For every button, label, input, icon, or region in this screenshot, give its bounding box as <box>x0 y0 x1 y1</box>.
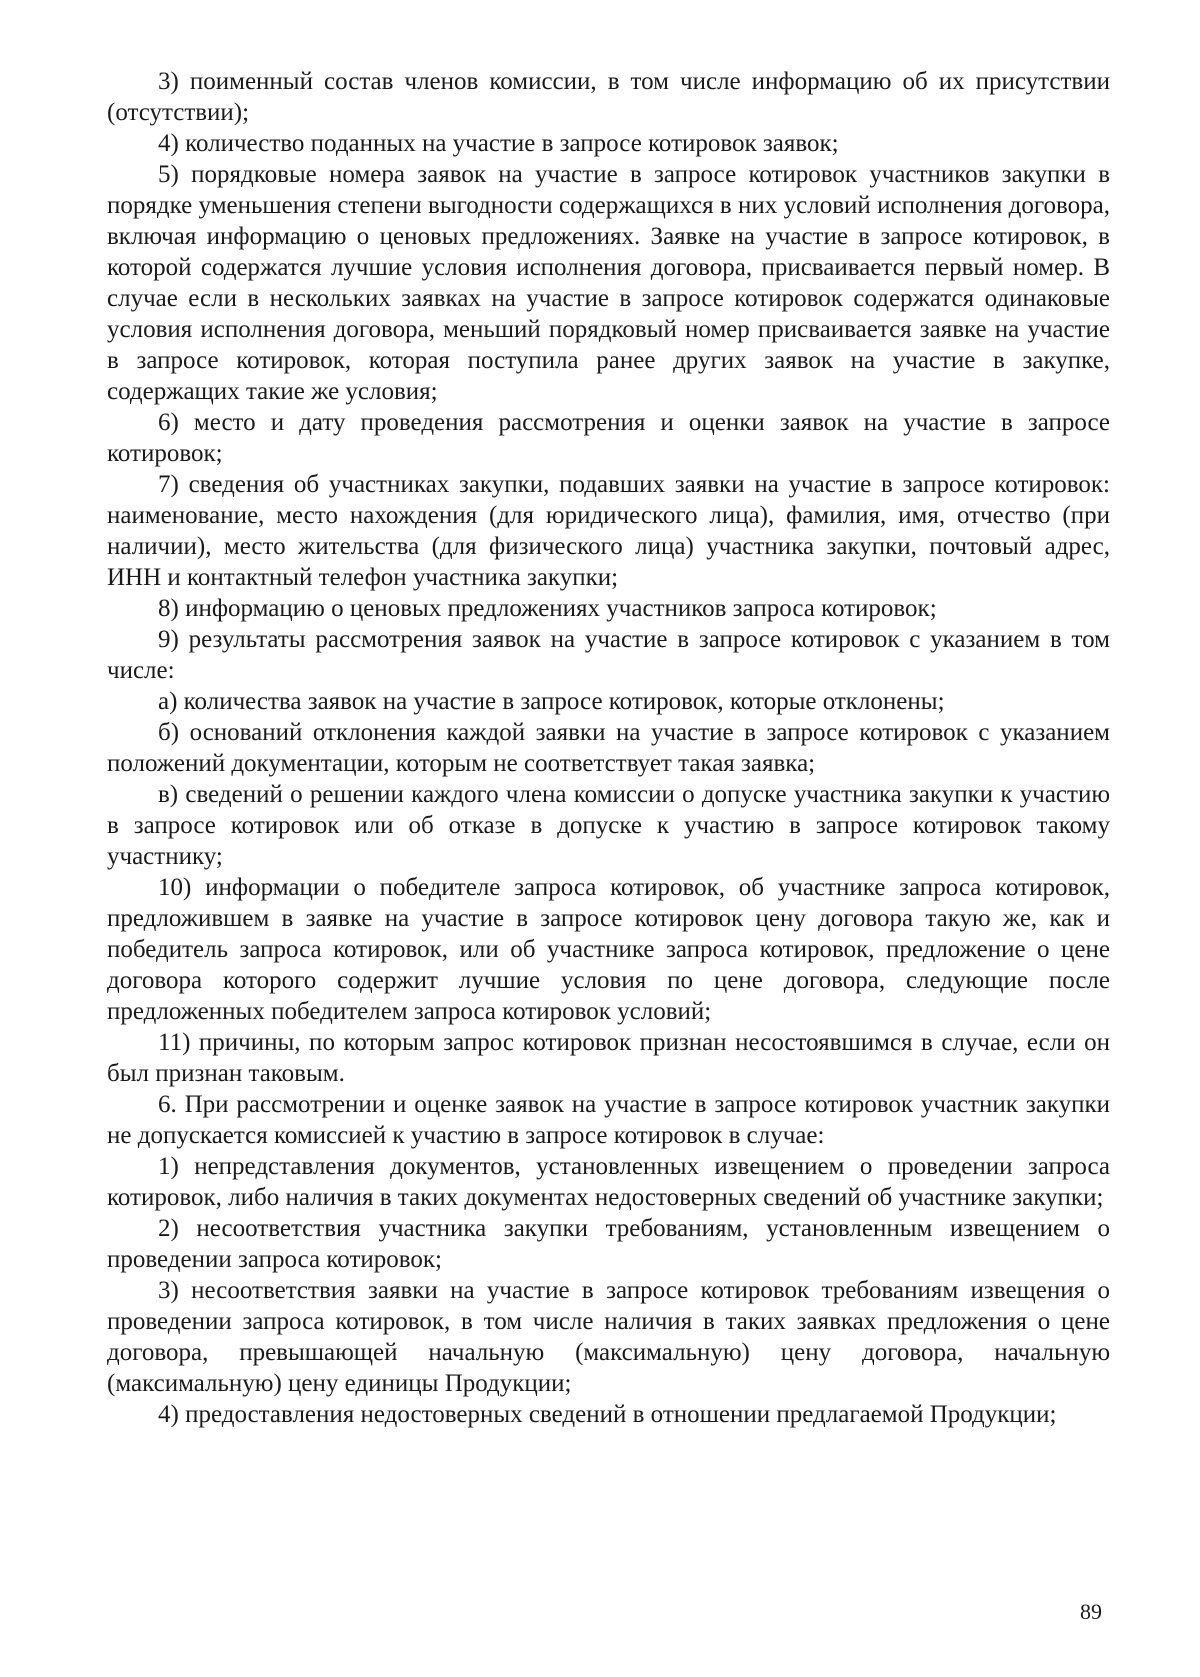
paragraph-subitem-a: а) количества заявок на участие в запросе котировок, которые отклонены; <box>158 688 945 715</box>
paragraph-item-4-bid-count: 4) количество поданных на участие в запросе котировок заявок; <box>158 130 839 157</box>
paragraph-rejection-2: 2) несоответствия участника закупки требованиям, установленным извещением о проведении запроса котировок; <box>107 1215 1110 1273</box>
paragraph-item-9-results: 9) результаты рассмотрения заявок на участие в запросе котировок с указанием в том числе: <box>107 626 1110 684</box>
document-body <box>107 66 1110 1430</box>
paragraph-section-6: 6. При рассмотрении и оценке заявок на участие в запросе котировок участник закупки не допускается комиссией к участию в запросе котировок в случае: <box>107 1091 1110 1149</box>
paragraph-item-7-participants: 7) сведения об участниках закупки, подавших заявки на участие в запросе котировок: наименование, место нахождения (для юридического лица), фамилия, имя, отчество (при наличии), место жительства (для физического лица) участника закупки, почтовый адрес, ИНН и контактный телефон участника закупки; <box>107 471 1110 591</box>
paragraph-rejection-3: 3) несоответствия заявки на участие в запросе котировок требованиям извещения о проведении запроса котировок, в том числе наличия в таких заявках предложения о цене договора, превышающей начальную (максимальную) цену договора, начальную (максимальную) цену единицы Продукции; <box>107 1277 1110 1397</box>
paragraph-item-8-price-offers: 8) информацию о ценовых предложениях участников запроса котировок; <box>158 595 937 622</box>
paragraph-item-6-place-date: 6) место и дату проведения рассмотрения и оценки заявок на участие в запросе котировок; <box>107 409 1110 467</box>
paragraph-subitem-b: б) оснований отклонения каждой заявки на участие в запросе котировок с указанием положений документации, которым не соответствует такая заявка; <box>107 719 1110 777</box>
paragraph-subitem-v: в) сведений о решении каждого члена комиссии о допуске участника закупки к участию в запросе котировок или об отказе в допуске к участию в запросе котировок такому участнику; <box>107 781 1110 870</box>
paragraph-item-11-failed-reasons: 11) причины, по которым запрос котировок признан несостоявшимся в случае, если он был признан таковым. <box>107 1029 1110 1087</box>
paragraph-rejection-4: 4) предоставления недостоверных сведений в отношении предлагаемой Продукции; <box>158 1401 1057 1428</box>
paragraph-rejection-1: 1) непредставления документов, установленных извещением о проведении запроса котировок, либо наличия в таких документах недостоверных сведений об участнике закупки; <box>107 1153 1110 1211</box>
paragraph-item-3-members: 3) поименный состав членов комиссии, в том числе информацию об их присутствии (отсутствии); <box>107 68 1110 126</box>
paragraph-item-10-winner: 10) информации о победителе запроса котировок, об участнике запроса котировок, предложившем в заявке на участие в запросе котировок цену договора такую же, как и победитель запроса котировок, или об участнике запроса котировок, предложение о цене договора которого содержит лучшие условия по цене договора, следующие после предложенных победителем запроса котировок условий; <box>107 874 1110 1025</box>
page-number: 89 <box>1080 1599 1102 1624</box>
paragraph-item-5-bid-ranking: 5) порядковые номера заявок на участие в запросе котировок участников закупки в порядке уменьшения степени выгодности содержащихся в них условий исполнения договора, включая информацию о ценовых предложениях. Заявке на участие в запросе котировок, в которой содержатся лучшие условия исполнения договора, присваивается первый номер. В случае если в нескольких заявках на участие в запросе котировок содержатся одинаковые условия исполнения договора, меньший порядковый номер присваивается заявке на участие в запросе котировок, которая поступила ранее других заявок на участие в закупке, содержащих такие же условия; <box>107 161 1110 405</box>
